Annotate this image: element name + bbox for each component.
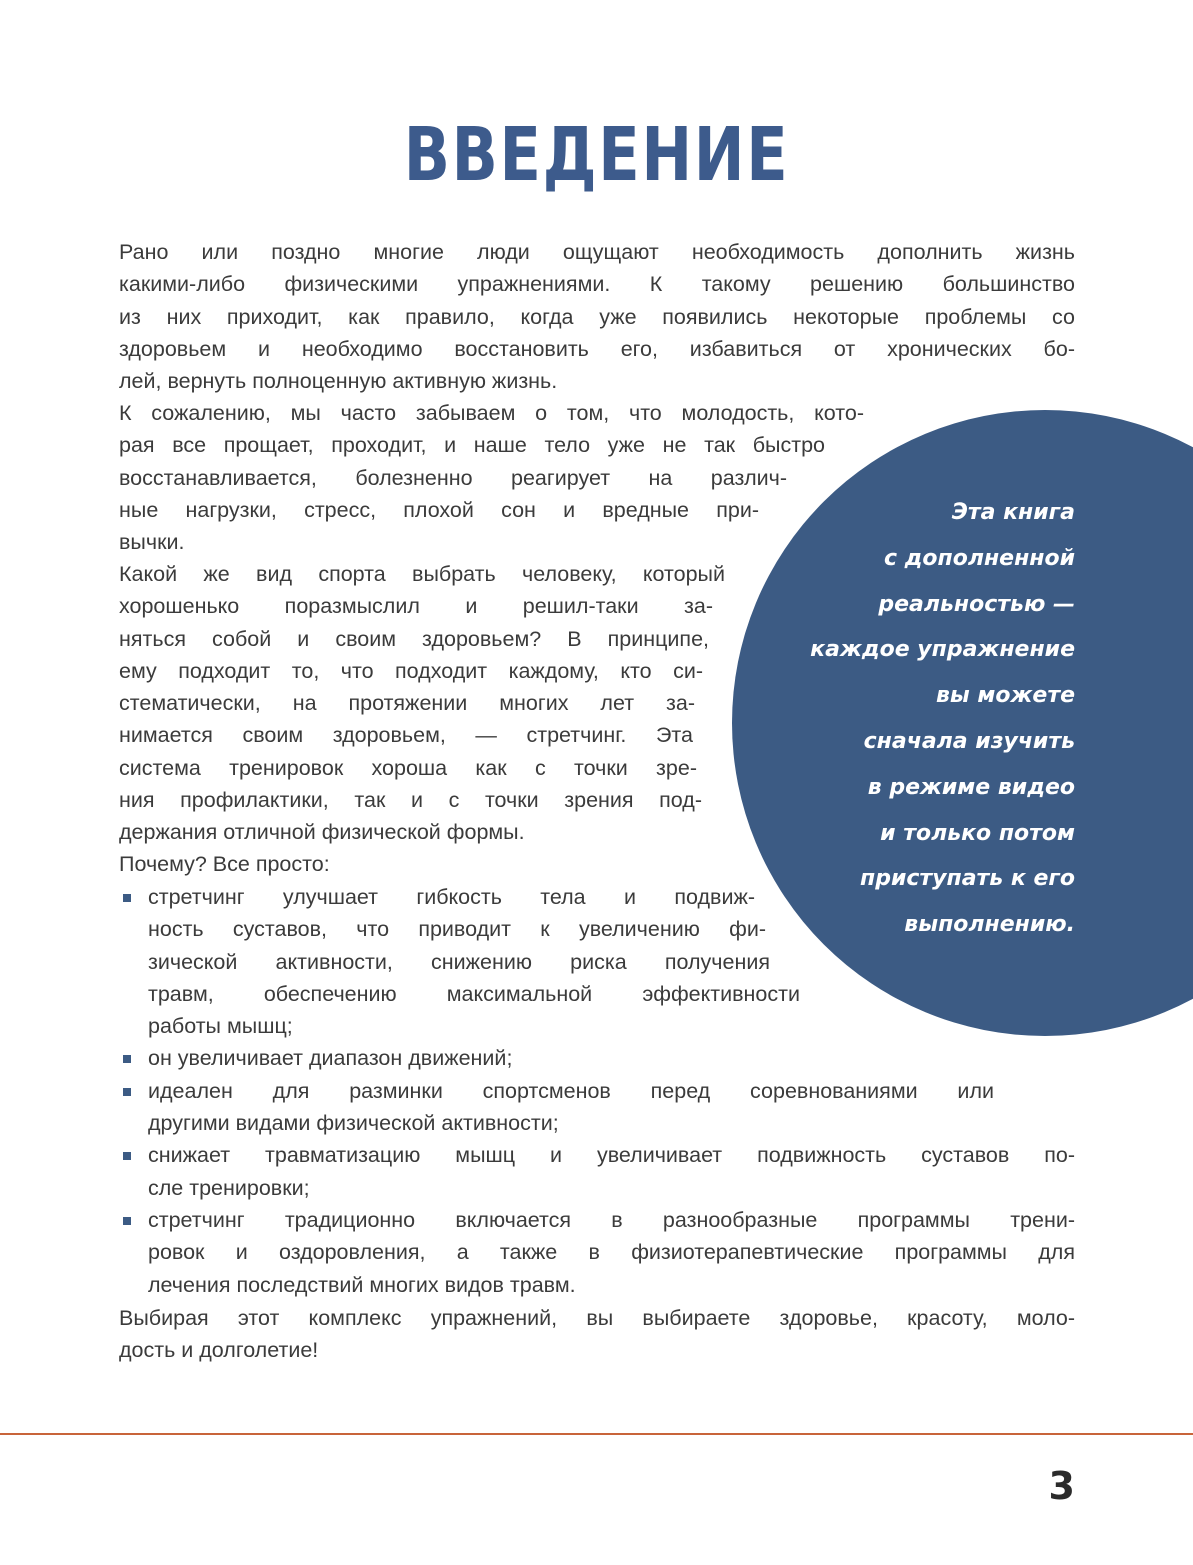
text-line: ные нагрузки, стресс, плохой сон и вредные при- [119,497,759,522]
text-line: Какой же вид спорта выбрать человеку, который [119,562,725,586]
bullet-line [119,946,1075,978]
list-item [119,1042,1075,1074]
callout-line: Эта книга [951,500,1075,525]
text-line: ровок и оздоровления, а также в физиотерапевтические программы для [148,1240,1075,1265]
bullet-square-icon [123,1088,131,1096]
paragraph-conclusion [119,1302,1075,1367]
bullet-line [119,1236,1075,1268]
callout-line: и только потом [880,820,1075,846]
footer-rule [0,1433,1193,1435]
text-line: снижает травматизацию мышц и увеличивает подвижность суставов по- [148,1143,1075,1168]
bullet-line [119,1075,1075,1107]
bullet-line [119,881,1075,913]
list-item [119,1204,1075,1301]
text-line: идеален для разминки спортсменов перед соревнованиями или [148,1078,994,1103]
text-line: работы мышц; [148,1014,293,1039]
text-line: ему подходит то, что подходит каждому, кто си- [119,658,703,683]
bullet-line [119,978,1075,1010]
text-line: К сожалению, мы часто забываем о том, что молодость, кото- [119,401,864,425]
text-line: Почему? Все просто: [119,852,330,876]
text-line: няться собой и своим здоровьем? В принципе, [119,626,709,651]
paragraph-why [119,848,1075,880]
bullet-list [119,881,1075,1301]
callout-line: сначала изучить [863,728,1075,754]
text-line: из них приходит, как правило, когда уже появились некоторые проблемы со [119,304,1075,329]
paragraph-stretching [119,558,1075,849]
text-line: хорошенько поразмыслил и решил-таки за- [119,594,713,619]
text-line: ния профилактики, так и с точки зрения под- [119,788,702,813]
text-line: другими видами физической активности; [148,1111,559,1136]
callout-line: реальностью — [878,591,1075,617]
text-line: дость и долголетие! [119,1338,319,1363]
bullet-line [119,1204,1075,1236]
bullet-line [119,913,1075,945]
text-line: вычки. [119,530,185,555]
text-line: лечения последствий многих видов травм. [148,1272,576,1297]
bullet-line [119,1107,1075,1139]
text-line: стретчинг улучшает гибкость тела и подвиж- [148,885,755,909]
callout-line: вы можете [935,683,1075,709]
paragraph-intro [119,236,1075,397]
text-line: нимается своим здоровьем, — стретчинг. Эта [119,723,693,748]
callout-line: каждое упражнение [810,637,1075,663]
bullet-line [119,1010,1075,1042]
list-item [119,881,1075,1042]
bullet-square-icon [123,894,131,902]
text-line: травм, обеспечению максимальной эффективности [148,981,800,1006]
text-line: рая все прощает, проходит, и наше тело уже не так быстро [119,433,825,458]
text-line: стретчинг традиционно включается в разнообразные программы трени- [148,1207,1075,1232]
text-line: он увеличивает диапазон движений; [148,1046,513,1071]
bullet-square-icon [123,1217,131,1225]
text-line: лей, вернуть полноценную активную жизнь. [119,369,558,394]
text-line: сле тренировки; [148,1175,310,1200]
text-line: восстанавливается, болезненно реагирует на различ- [119,465,787,490]
callout-line: с дополненной [883,545,1075,571]
callout-line: приступать к его [860,866,1075,892]
page-number: 3 [1048,1464,1075,1508]
list-item [119,1139,1075,1204]
text-line: какими-либо физическими упражнениями. К такому решению большинство [119,272,1075,297]
text-line: Рано или поздно многие люди ощущают необходимость дополнить жизнь [119,240,1075,264]
page-title: ВВЕДЕНИЕ [403,112,790,198]
text-line: система тренировок хороша как с точки зре- [119,755,697,780]
text-line: зической активности, снижению риска получения [148,949,770,974]
bullet-square-icon [123,1152,131,1160]
text-line: ность суставов, что приводит к увеличению фи- [148,917,766,942]
bullet-line [119,1269,1075,1301]
text-line: держания отличной физической формы. [119,820,525,845]
bullet-line [119,1139,1075,1171]
bullet-line [119,1042,1075,1074]
callout-line: в режиме видео [867,774,1075,800]
bullet-square-icon [123,1055,131,1063]
text-line: здоровьем и необходимо восстановить его, избавиться от хронических бо- [119,336,1075,361]
paragraph-youth [119,397,1075,558]
bullet-line [119,1172,1075,1204]
text-line: стематически, на протяжении многих лет за- [119,691,695,716]
callout-line: выполнению. [904,912,1075,938]
text-line: Выбирая этот комплекс упражнений, вы выбираете здоровье, красоту, моло- [119,1306,1075,1330]
list-item [119,1075,1075,1140]
